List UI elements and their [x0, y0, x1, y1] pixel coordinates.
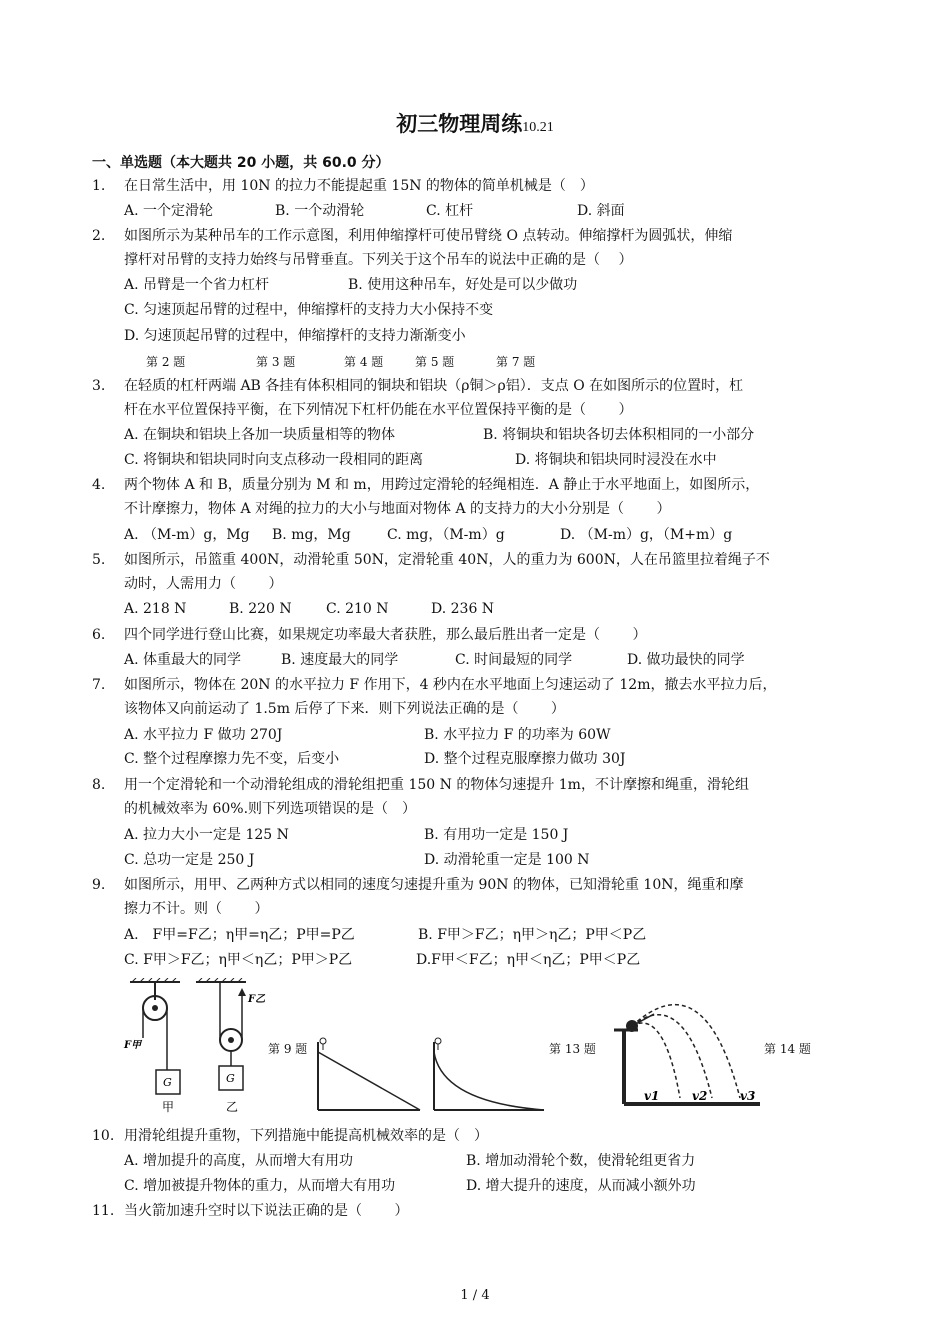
option-b: B. 使用这种吊车，好处是可以少做功	[348, 277, 578, 293]
question-text: 不计摩擦力，物体 A 对绳的拉力的大小与地面对物体 A 的支持力的大小分别是（ ）	[124, 501, 671, 517]
option-b: B. 将铜块和铝块各切去体积相同的一小部分	[483, 427, 755, 443]
figure-label: 第 7 题	[496, 355, 536, 369]
velocity-label: v3	[740, 1089, 756, 1103]
option-d: D. 增大提升的速度，从而减小额外功	[466, 1178, 696, 1194]
question-number: 4.	[92, 477, 106, 493]
figure-label: 第 14 题	[764, 1042, 811, 1056]
option-d: D. 匀速顶起吊臂的过程中，伸缩撑杆的支持力渐渐变小	[124, 328, 466, 344]
option-c: C. 将铜块和铝块同时向支点移动一段相同的距离	[124, 452, 424, 468]
question-number: 1.	[92, 178, 106, 194]
question-number: 6.	[92, 627, 106, 643]
question-text: 撑杆对吊臂的支持力始终与吊臂垂直。下列关于这个吊车的说法中正确的是（ ）	[124, 252, 633, 268]
option-a: A. 在铜块和铝块上各加一块质量相等的物体	[124, 427, 396, 443]
projectile-figure	[604, 990, 764, 1108]
option-d: D. 将铜块和铝块同时浸没在水中	[515, 452, 717, 468]
option-b: B. 一个动滑轮	[275, 203, 365, 219]
option-a: A. （M-m）g，Mg	[124, 527, 250, 543]
option-d: D. 整个过程克服摩擦力做功 30J	[424, 751, 626, 767]
pulley-figure	[122, 978, 272, 1118]
figure-caption: 甲	[162, 1100, 175, 1114]
question-text: 动时，人需用力（ ）	[124, 576, 283, 592]
question-text: 用滑轮组提升重物，下列措施中能提高机械效率的是（ ）	[124, 1128, 488, 1144]
question-number: 7.	[92, 677, 106, 693]
option-b: B. 有用功一定是 150 J	[424, 827, 569, 843]
option-c: C. F甲＞F乙；η甲＜η乙；P甲＞P乙	[124, 952, 353, 968]
velocity-label: v1	[644, 1089, 660, 1103]
option-c: C. 杠杆	[426, 203, 474, 219]
option-c: C. mg，（M-m）g	[387, 527, 505, 543]
option-d: D. （M-m）g，（M+m）g	[560, 527, 733, 543]
option-b: B. 220 N	[229, 601, 292, 617]
option-c: C. 总功一定是 250 J	[124, 852, 255, 868]
figure-label: 第 13 题	[549, 1042, 596, 1056]
option-a: A. 体重最大的同学	[124, 652, 242, 668]
question-number: 3.	[92, 378, 106, 394]
option-c: C. 整个过程摩擦力先不变，后变小	[124, 751, 340, 767]
option-c: C. 匀速顶起吊臂的过程中，伸缩撑杆的支持力大小保持不变	[124, 302, 494, 318]
option-d: D. 236 N	[431, 601, 495, 617]
slope-figure	[312, 1032, 548, 1114]
option-c: C. 时间最短的同学	[455, 652, 573, 668]
question-number: 5.	[92, 552, 106, 568]
option-c: C. 210 N	[326, 601, 389, 617]
option-a: A. 水平拉力 F 做功 270J	[124, 727, 283, 743]
figure-label: 第 5 题	[415, 355, 455, 369]
option-b: B. 增加动滑轮个数，使滑轮组更省力	[466, 1153, 696, 1169]
option-a: A. 吊臂是一个省力杠杆	[124, 277, 270, 293]
option-b: B. 速度最大的同学	[281, 652, 399, 668]
option-d: D. 斜面	[577, 203, 625, 219]
velocity-label: v2	[692, 1089, 708, 1103]
option-a: A. 拉力大小一定是 125 N	[124, 827, 289, 843]
figure-label: 第 2 题	[146, 355, 186, 369]
option-a: A. F甲=F乙；η甲=η乙；P甲=P乙	[124, 927, 355, 943]
option-b: B. mg，Mg	[272, 527, 351, 543]
question-text: 如图所示，吊篮重 400N，动滑轮重 50N，定滑轮重 40N，人的重力为 600N，人在吊篮里拉着绳子不	[124, 552, 770, 568]
weight-label: G	[226, 1072, 235, 1085]
page-number: 1 / 4	[460, 1288, 490, 1303]
option-a: A. 一个定滑轮	[124, 203, 214, 219]
question-text: 的机械效率为 60%.则下列选项错误的是（ ）	[124, 801, 417, 817]
question-text: 如图所示为某种吊车的工作示意图，利用伸缩撑杆可使吊臂绕 O 点转动。伸缩撑杆为圆弧状，伸缩	[124, 228, 733, 244]
question-number: 9.	[92, 877, 106, 893]
option-d: D.F甲＜F乙；η甲＜η乙；P甲＜P乙	[416, 952, 641, 968]
force-label: F乙	[248, 994, 266, 1005]
question-text: 该物体又向前运动了 1.5m 后停了下来．则下列说法正确的是（ ）	[124, 701, 565, 717]
option-d: D. 做功最快的同学	[627, 652, 745, 668]
question-number: 2.	[92, 228, 106, 244]
question-text: 用一个定滑轮和一个动滑轮组成的滑轮组把重 150 N 的物体匀速提升 1m，不计摩擦和绳重，滑轮组	[124, 777, 749, 793]
page-title: 初三物理周练10.21	[396, 112, 554, 136]
figure-label: 第 4 题	[344, 355, 384, 369]
question-text: 在日常生活中，用 10N 的拉力不能提起重 15N 的物体的简单机械是（ ）	[124, 178, 594, 194]
section-header: 一、单选题（本大题共 20 小题，共 60.0 分）	[92, 155, 390, 171]
figure-label: 第 3 题	[256, 355, 296, 369]
question-text: 如图所示，物体在 20N 的水平拉力 F 作用下，4 秒内在水平地面上匀速运动了 12m，撤去水平拉力后，	[124, 677, 777, 693]
question-number: 8.	[92, 777, 106, 793]
question-number: 11.	[92, 1203, 115, 1219]
question-text: 当火箭加速升空时以下说法正确的是（ ）	[124, 1203, 409, 1219]
option-b: B. F甲＞F乙；η甲＞η乙；P甲＜P乙	[418, 927, 647, 943]
figure-caption: 乙	[226, 1100, 239, 1114]
option-a: A. 218 N	[124, 601, 187, 617]
question-text: 在轻质的杠杆两端 AB 各挂有体积相同的铜块和铝块（ρ铜＞ρ铝）．支点 O 在如图所示的位置时，杠	[124, 378, 744, 394]
option-c: C. 增加被提升物体的重力，从而增大有用功	[124, 1178, 396, 1194]
option-d: D. 动滑轮重一定是 100 N	[424, 852, 590, 868]
force-label: F甲	[124, 1040, 142, 1051]
question-text: 如图所示，用甲、乙两种方式以相同的速度匀速提升重为 90N 的物体，已知滑轮重 10N，绳重和摩	[124, 877, 744, 893]
title-date: 10.21	[522, 120, 554, 135]
figure-label: 第 9 题	[268, 1042, 308, 1056]
option-b: B. 水平拉力 F 的功率为 60W	[424, 727, 611, 743]
option-a: A. 增加提升的高度，从而增大有用功	[124, 1153, 354, 1169]
question-text: 两个物体 A 和 B，质量分别为 M 和 m，用跨过定滑轮的轻绳相连．A 静止于水平地面上，如图所示，	[124, 477, 760, 493]
question-text: 擦力不计。则（ ）	[124, 901, 269, 917]
weight-label: G	[163, 1076, 172, 1089]
question-text: 杆在水平位置保持平衡，在下列情况下杠杆仍能在水平位置保持平衡的是（ ）	[124, 402, 633, 418]
question-text: 四个同学进行登山比赛，如果规定功率最大者获胜，那么最后胜出者一定是（ ）	[124, 627, 647, 643]
question-number: 10.	[92, 1128, 115, 1144]
